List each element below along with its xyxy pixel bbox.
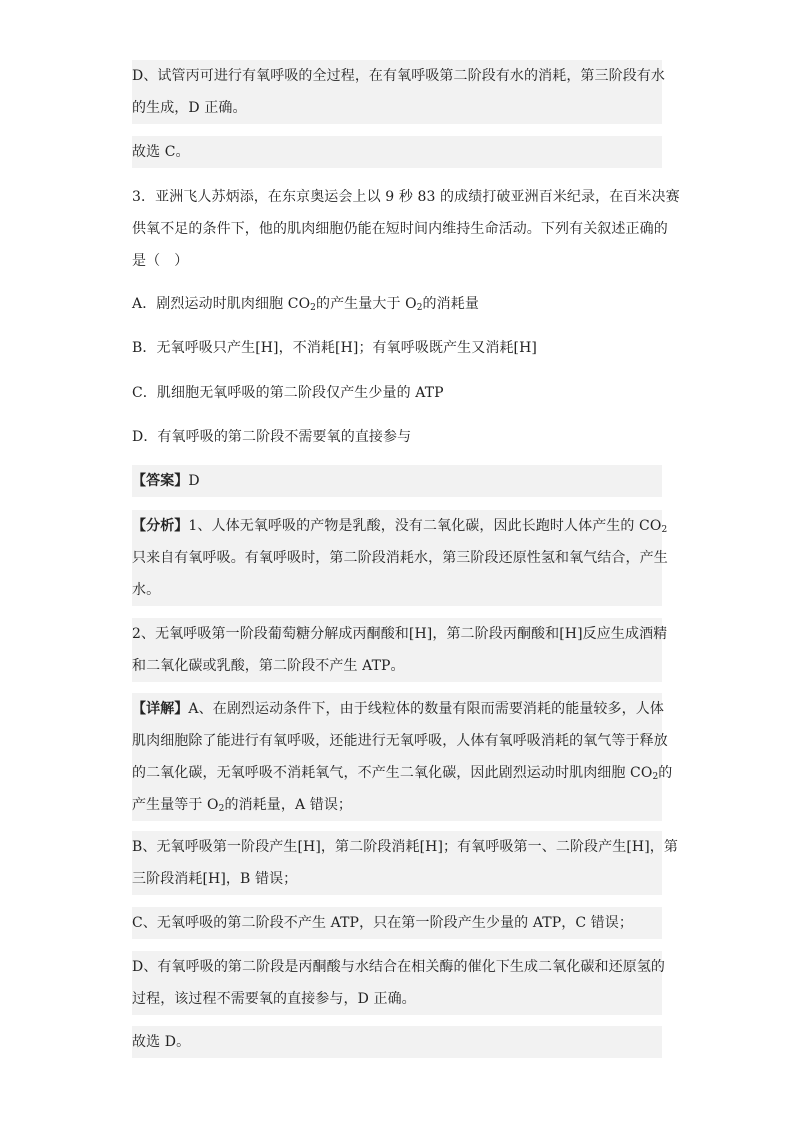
option-d: D．有氧呼吸的第二阶段不需要氧的直接参与 bbox=[132, 429, 412, 445]
detail-choose: 故选 D。 bbox=[132, 1026, 662, 1058]
analysis-label: 【分析】 bbox=[132, 518, 189, 534]
detail-block-c: C、无氧呼吸的第二阶段不产生 ATP，只在第一阶段产生少量的 ATP，C 错误； bbox=[132, 907, 662, 939]
question-line-3: 是（ ） bbox=[132, 253, 189, 269]
detail-block-b: B、无氧呼吸第一阶段产生[H]，第二阶段消耗[H]；有氧呼吸第一、二阶段产生[H]，第 三阶段消耗[H]，B 错误； bbox=[132, 831, 662, 895]
answer-label: 【答案】 bbox=[132, 473, 189, 489]
prev-d-line-2: 的生成，D 正确。 bbox=[132, 100, 247, 116]
question-3-stem bbox=[132, 181, 680, 277]
prev-explanation-d bbox=[132, 60, 666, 124]
option-a: A．剧烈运动时肌肉细胞 $CO_2$的产生量大于 $O_2$的消耗量 bbox=[132, 296, 479, 313]
answer-value: D bbox=[188, 473, 200, 489]
analysis-block-1: 【分析】1、人体无氧呼吸的产物是乳酸，没有二氧化碳，因此长跑时人体产生的 $CO_2$ 只来自有氧呼吸。有氧呼吸时，第二阶段消耗水，第三阶段还原性氢和氧气结合，产生 水。 bbox=[132, 510, 662, 606]
option-c: C．肌细胞无氧呼吸的第二阶段仅产生少量的 ATP bbox=[132, 385, 444, 401]
detail-block-a: 【详解】A、在剧烈运动条件下，由于线粒体的数量有限而需要消耗的能量较多，人体 肌肉细胞除了能进行有氧呼吸，还能进行无氧呼吸，人体有氧呼吸消耗的氧气等于释放 的二氧化碳，无氧呼吸不消耗氧气，不产生二氧化碳，因此剧烈运动时肌肉细胞 $CO_2$的 产生量等于 $O_2$的消耗量，A 错误； bbox=[132, 693, 662, 821]
detail-label: 【详解】 bbox=[132, 701, 189, 717]
option-b: B．无氧呼吸只产生[H]，不消耗[H]；有氧呼吸既产生又消耗[H] bbox=[132, 340, 537, 356]
question-line-2: 供氧不足的条件下，他的肌肉细胞仍能在短时间内维持生命活动。下列有关叙述正确的 bbox=[132, 221, 668, 237]
analysis-block-2: 2、无氧呼吸第一阶段葡萄糖分解成丙酮酸和[H]，第二阶段丙酮酸和[H]反应生成酒精 和二氧化碳或乳酸，第二阶段不产生 ATP。 bbox=[132, 618, 662, 682]
detail-block-d: D、有氧呼吸的第二阶段是丙酮酸与水结合在相关酶的催化下生成二氧化碳和还原氢的 过程，该过程不需要氧的直接参与，D 正确。 bbox=[132, 951, 662, 1015]
prev-choose-text: 故选 C。 bbox=[132, 144, 190, 160]
question-line-1: 3．亚洲飞人苏炳添，在东京奥运会上以 9 秒 83 的成绩打破亚洲百米纪录，在百米决赛 bbox=[132, 189, 680, 205]
prev-d-line-1: D、试管丙可进行有氧呼吸的全过程，在有氧呼吸第二阶段有水的消耗，第三阶段有水 bbox=[132, 68, 666, 84]
prev-choose bbox=[132, 136, 662, 168]
answer-block bbox=[132, 465, 662, 497]
